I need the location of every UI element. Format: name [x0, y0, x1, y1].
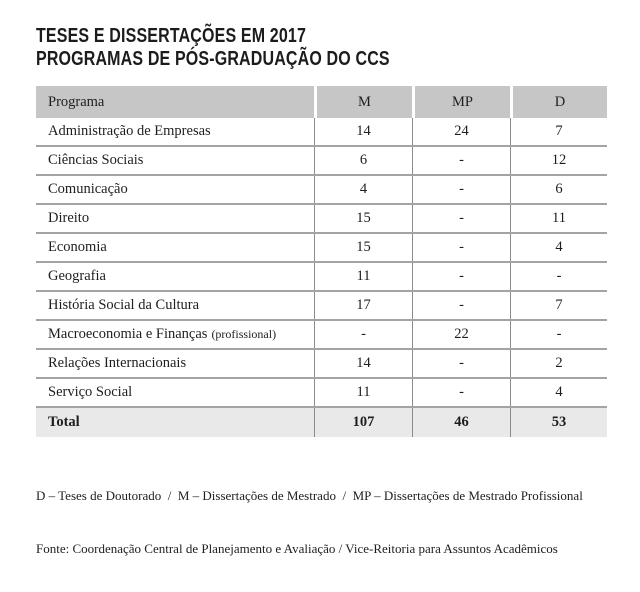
- program-cell: [36, 263, 314, 290]
- program-name: Serviço Social: [48, 384, 133, 400]
- source-note: Fonte: Coordenação Central de Planejamento e Avaliação / Vice-Reitoria para Assuntos Acadêmicos: [36, 540, 558, 556]
- table-row: [36, 350, 607, 379]
- column-header-m: M: [314, 86, 412, 118]
- program-cell: [36, 292, 314, 319]
- d-cell: 12: [510, 147, 607, 174]
- mp-cell: -: [412, 176, 510, 203]
- program-name: História Social da Cultura: [48, 297, 200, 313]
- table-row: [36, 234, 607, 263]
- m-cell: 17: [314, 292, 412, 319]
- d-cell: 4: [510, 379, 607, 406]
- d-cell: 7: [510, 118, 607, 145]
- program-name: Relações Internacionais: [48, 355, 187, 371]
- d-cell: 7: [510, 292, 607, 319]
- table-row: [36, 118, 607, 147]
- legend-note: D – Teses de Doutorado / M – Dissertações de Mestrado / MP – Dissertações de Mestrado Profissional: [36, 488, 583, 503]
- d-cell: 2: [510, 350, 607, 377]
- total-row: [36, 408, 607, 437]
- program-name: Economia: [48, 239, 107, 255]
- mp-cell: -: [412, 205, 510, 232]
- m-cell: -: [314, 321, 412, 348]
- mp-cell: -: [412, 350, 510, 377]
- m-cell: 15: [314, 234, 412, 261]
- total-m-cell: 107: [314, 408, 412, 437]
- mp-cell: -: [412, 234, 510, 261]
- d-cell: 6: [510, 176, 607, 203]
- program-cell: [36, 176, 314, 203]
- m-cell: 11: [314, 263, 412, 290]
- program-cell: [36, 379, 314, 406]
- m-cell: 4: [314, 176, 412, 203]
- program-cell: [36, 205, 314, 232]
- d-cell: -: [510, 263, 607, 290]
- m-cell: 14: [314, 118, 412, 145]
- program-name: Ciências Sociais: [48, 152, 144, 168]
- program-cell: [36, 147, 314, 174]
- program-cell: [36, 118, 314, 145]
- table-row: [36, 205, 607, 234]
- d-cell: -: [510, 321, 607, 348]
- table-header-row: [36, 86, 607, 118]
- m-cell: 15: [314, 205, 412, 232]
- mp-cell: 24: [412, 118, 510, 145]
- total-label-cell: Total: [36, 408, 314, 437]
- table-row: [36, 321, 607, 350]
- column-header-mp: MP: [412, 86, 510, 118]
- mp-cell: -: [412, 379, 510, 406]
- m-cell: 14: [314, 350, 412, 377]
- theses-table: [36, 86, 607, 437]
- table-row: [36, 176, 607, 205]
- m-cell: 11: [314, 379, 412, 406]
- table-row: [36, 263, 607, 292]
- program-cell: [36, 321, 314, 348]
- program-name: Administração de Empresas: [48, 123, 211, 139]
- title-line-2: PROGRAMAS DE PÓS-GRADUAÇÃO DO CCS: [36, 47, 390, 70]
- program-name: Comunicação: [48, 181, 128, 197]
- table-row: [36, 379, 607, 408]
- mp-cell: -: [412, 292, 510, 319]
- program-cell: [36, 350, 314, 377]
- page-title: [36, 25, 493, 70]
- mp-cell: -: [412, 147, 510, 174]
- table-footnotes: [36, 452, 607, 592]
- total-d-cell: 53: [510, 408, 607, 437]
- mp-cell: -: [412, 263, 510, 290]
- column-header-d: D: [510, 86, 607, 118]
- total-mp-cell: 46: [412, 408, 510, 437]
- d-cell: 4: [510, 234, 607, 261]
- title-line-1: TESES E DISSERTAÇÕES EM 2017: [36, 25, 307, 47]
- program-cell: [36, 234, 314, 261]
- m-cell: 6: [314, 147, 412, 174]
- program-note: (profissional): [211, 327, 277, 341]
- table-row: [36, 292, 607, 321]
- d-cell: 11: [510, 205, 607, 232]
- table-row: [36, 147, 607, 176]
- program-name: Direito: [48, 210, 90, 226]
- mp-cell: 22: [412, 321, 510, 348]
- program-name: Macroeconomia e Finanças: [48, 326, 208, 342]
- program-name: Geografia: [48, 268, 106, 284]
- column-header-programa: Programa: [36, 86, 314, 118]
